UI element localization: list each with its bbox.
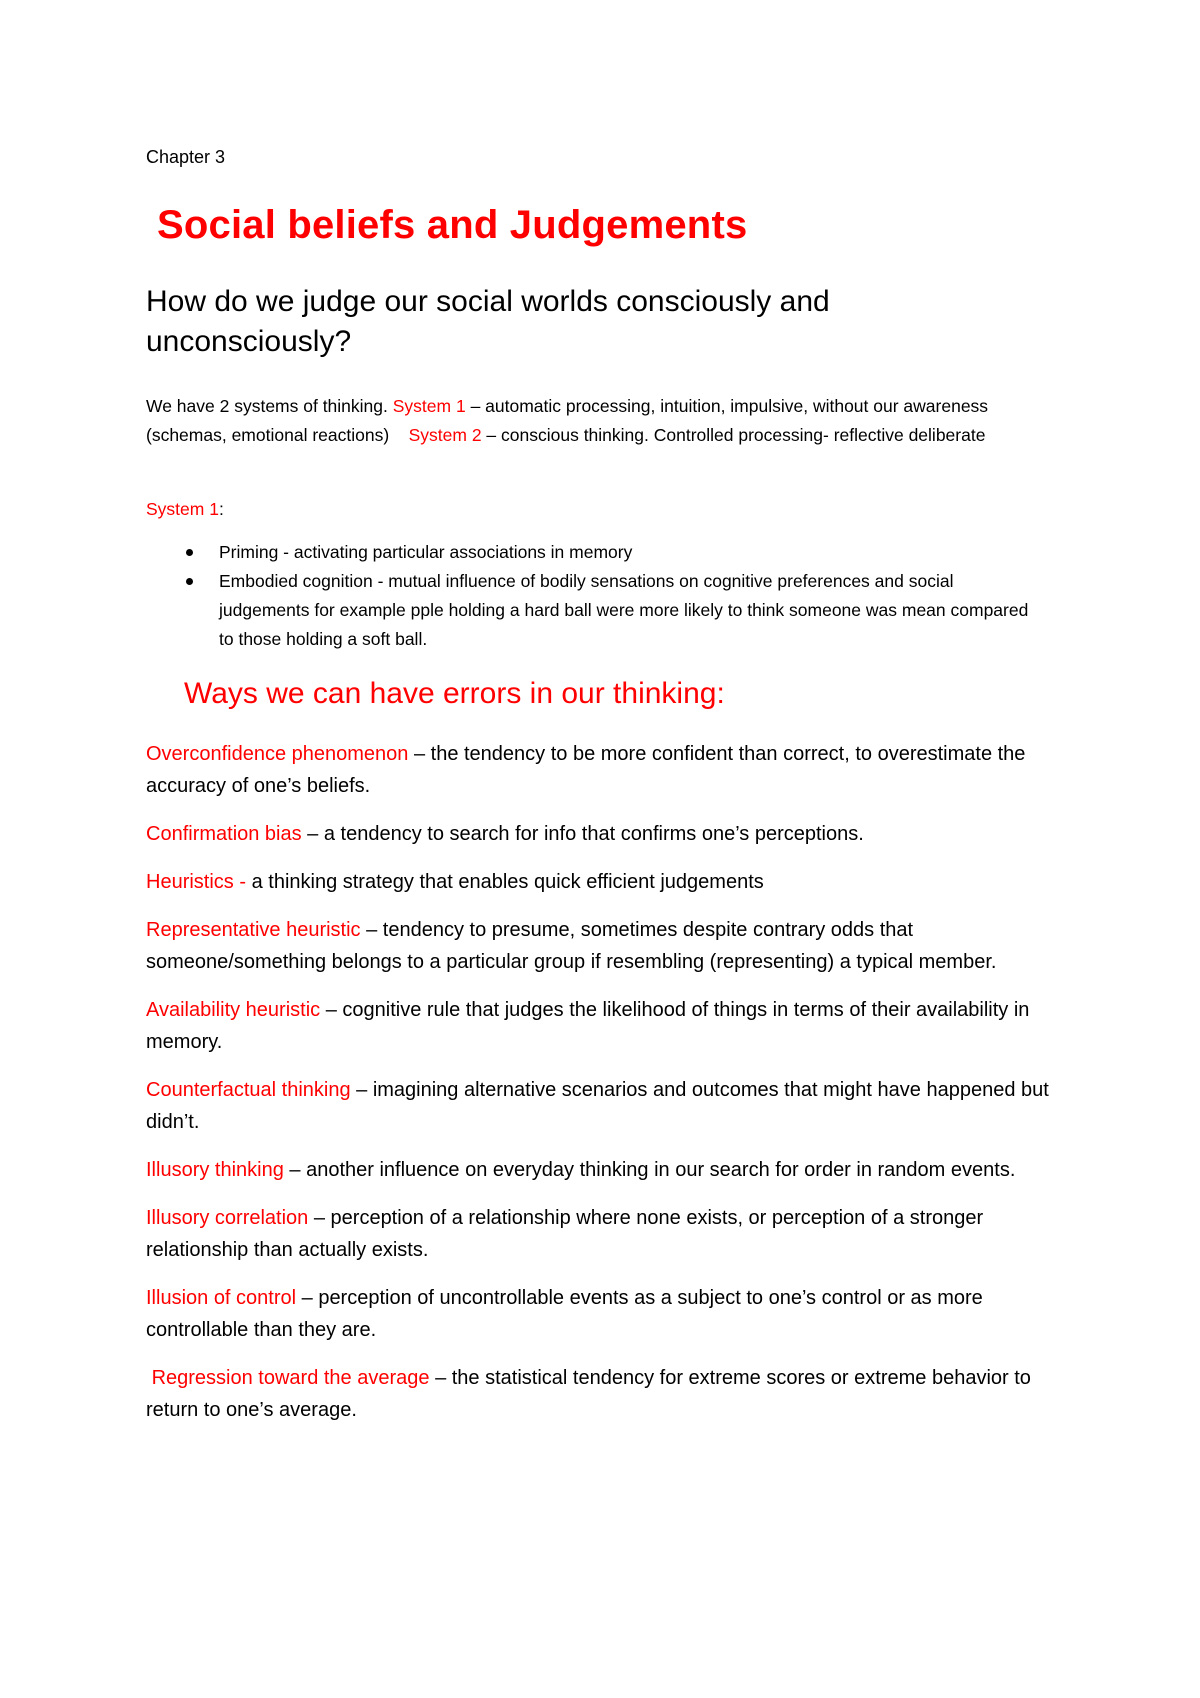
term-name: Heuristics - bbox=[146, 871, 252, 893]
system1-heading-colon: : bbox=[218, 499, 224, 519]
page-title: Social beliefs and Judgements bbox=[157, 203, 748, 247]
term-name: Representative heuristic bbox=[146, 919, 361, 941]
term-definition: – the tendency to be more confident than correct, to overestimate the accuracy of one’s beliefs. bbox=[146, 743, 1026, 797]
term-entry bbox=[146, 1202, 1066, 1266]
term-entry bbox=[146, 1154, 1066, 1186]
term-name: Confirmation bias bbox=[146, 823, 302, 845]
term-entry bbox=[146, 1074, 1066, 1138]
system1-bullet-list bbox=[146, 538, 1046, 654]
system1-heading bbox=[146, 498, 224, 520]
section-question: How do we judge our social worlds consciously and unconsciously? bbox=[146, 285, 830, 358]
intro-paragraph bbox=[146, 392, 1046, 450]
system2-term: System 2 bbox=[408, 425, 482, 445]
intro-text-3: – conscious thinking. Controlled processing- reflective deliberate bbox=[481, 425, 986, 445]
term-definition: – imagining alternative scenarios and outcomes that might have happened but didn’t. bbox=[146, 1079, 1049, 1133]
bullet-text: Priming - activating particular associations in memory bbox=[219, 542, 633, 562]
chapter-label: Chapter 3 bbox=[146, 147, 226, 167]
term-name: Illusory correlation bbox=[146, 1207, 309, 1229]
term-definition: a thinking strategy that enables quick efficient judgements bbox=[251, 871, 764, 893]
term-definition: – cognitive rule that judges the likelihood of things in terms of their availability in memory. bbox=[146, 999, 1030, 1053]
term-definition: – another influence on everyday thinking in our search for order in random events. bbox=[283, 1159, 1016, 1181]
term-definition: – perception of a relationship where none exists, or perception of a stronger relationship than actually exists. bbox=[146, 1207, 984, 1261]
term-name: Illusory thinking bbox=[146, 1159, 284, 1181]
term-entry bbox=[146, 738, 1066, 802]
term-definition: – perception of uncontrollable events as a subject to one’s control or as more controllable than they are. bbox=[146, 1287, 983, 1341]
intro-text-2: – automatic processing, intuition, impulsive, without our awareness (schemas, emotional reactions) bbox=[146, 396, 993, 445]
errors-subheading: Ways we can have errors in our thinking: bbox=[184, 677, 725, 710]
terms-list bbox=[146, 738, 1066, 1442]
term-definition: – tendency to presume, sometimes despite contrary odds that someone/something belongs to a particular group if resembling (representing) a typical member. bbox=[146, 919, 997, 973]
term-definition: – a tendency to search for info that confirms one’s perceptions. bbox=[301, 823, 864, 845]
term-entry bbox=[146, 994, 1066, 1058]
term-name: Regression toward the average bbox=[146, 1367, 430, 1389]
term-entry bbox=[146, 914, 1066, 978]
term-entry bbox=[146, 866, 1066, 898]
term-entry bbox=[146, 1362, 1066, 1426]
system1-heading-text: System 1 bbox=[146, 499, 219, 519]
term-name: Availability heuristic bbox=[146, 999, 321, 1021]
system1-term: System 1 bbox=[392, 396, 466, 416]
bullet-icon bbox=[186, 549, 193, 556]
term-name: Overconfidence phenomenon bbox=[146, 743, 409, 765]
bullet-text: Embodied cognition - mutual influence of bodily sensations on cognitive preferences and social judgements for example pple holding a hard ball were more likely to think someone was mean compared to those holding a soft ball. bbox=[219, 571, 1029, 649]
list-item bbox=[146, 538, 1046, 567]
term-name: Illusion of control bbox=[146, 1287, 297, 1309]
term-definition: – the statistical tendency for extreme scores or extreme behavior to return to one’s average. bbox=[146, 1367, 1031, 1421]
term-entry bbox=[146, 818, 1066, 850]
term-entry bbox=[146, 1282, 1066, 1346]
term-name: Counterfactual thinking bbox=[146, 1079, 351, 1101]
bullet-icon bbox=[186, 578, 193, 585]
intro-text-1: We have 2 systems of thinking. bbox=[146, 396, 393, 416]
list-item bbox=[146, 567, 1046, 654]
